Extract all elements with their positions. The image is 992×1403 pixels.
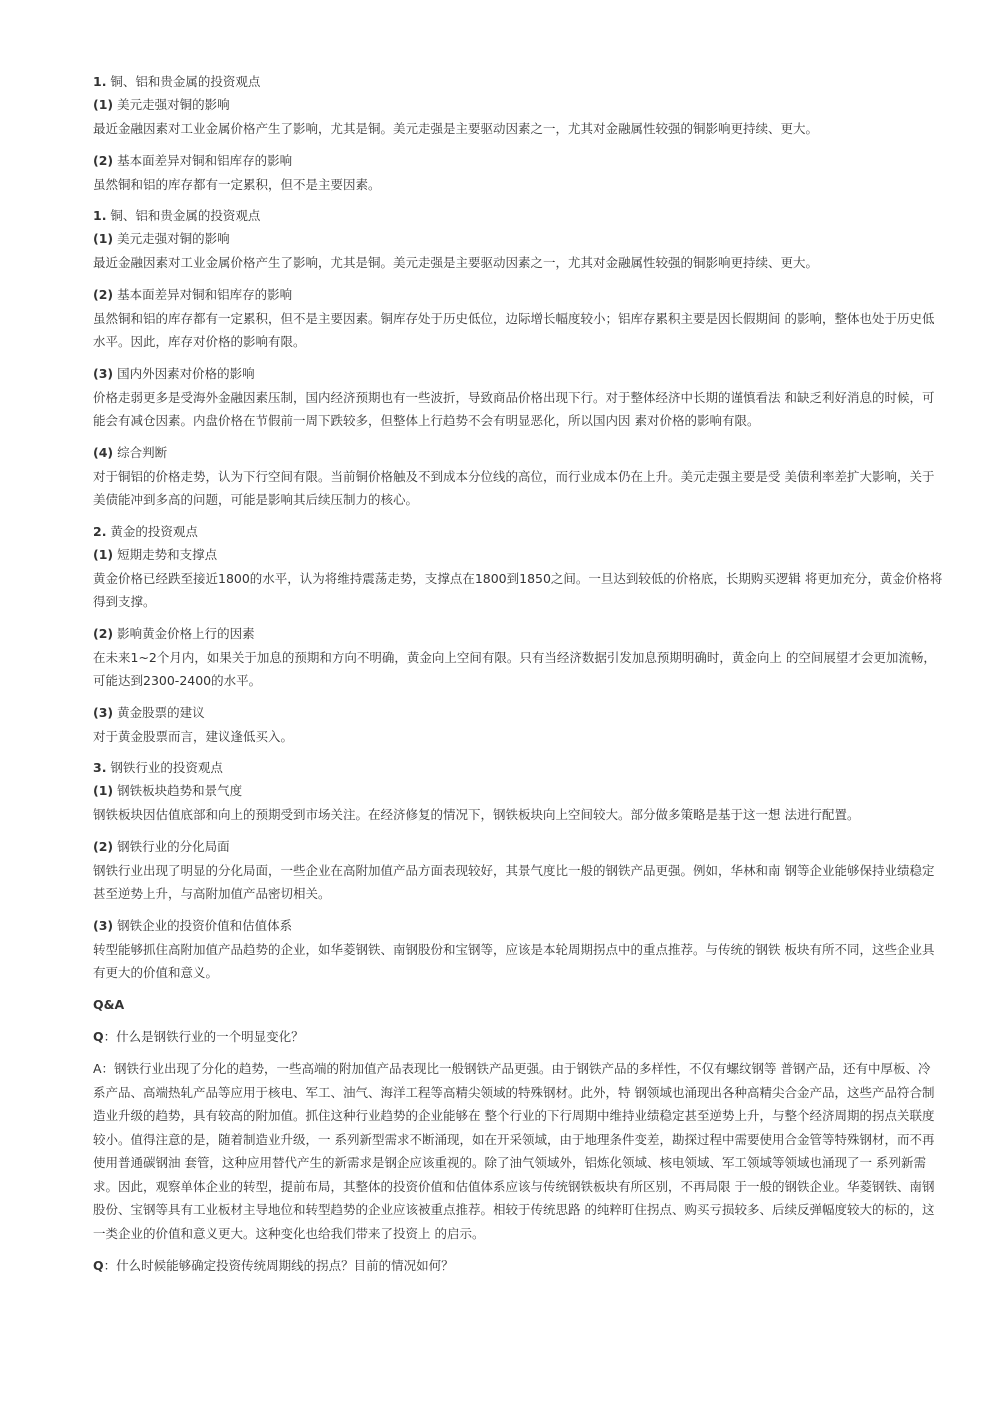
paragraph: 钢铁板块因估值底部和向上的预期受到市场关注。在经济修复的情况下，钢铁板块向上空间较大。部分做多策略是基于这一想 法进行配置。: [93, 807, 860, 822]
heading-number: (1): [93, 231, 114, 246]
heading-number: (1): [93, 546, 114, 562]
heading-number: (2): [93, 625, 114, 641]
subsection-1-1: [93, 93, 943, 141]
subsection-1-2-repeat: [93, 283, 943, 354]
subsection-heading: [93, 701, 943, 725]
qa-question: [93, 1025, 943, 1049]
section-heading: [93, 70, 943, 93]
section-3: [93, 756, 943, 779]
question-text: ：什么时候能够确定投资传统周期线的拐点？目前的情况如何？: [103, 1258, 454, 1273]
subsection-1-4: [93, 441, 943, 512]
subsection-heading: [93, 543, 943, 567]
subsection-1-1-repeat: [93, 227, 943, 275]
subsection-3-1: [93, 779, 943, 827]
heading-number: 1.: [93, 208, 107, 223]
subsection-heading: [93, 779, 943, 803]
heading-text: 黄金的投资观点: [106, 523, 198, 539]
qa-answer: [93, 1057, 943, 1245]
paragraph: 黄金价格已经跌至接近1800的水平，认为将维持震荡走势，支撑点在1800到1850之间。一旦达到较低的价格底，长期购买逻辑 将更加充分，黄金价格将得到支撑。: [93, 570, 943, 609]
qa-title: Q&A: [93, 996, 125, 1012]
question-label: Q: [93, 1258, 104, 1273]
paragraph: 虽然铜和铝的库存都有一定累积，但不是主要因素。铜库存处于历史低位，边际增长幅度较小；铝库存累积主要是因长假期间 的影响，整体也处于历史低水平。因此，库存对价格的影响有限。: [93, 310, 935, 349]
heading-number: (3): [93, 704, 114, 720]
section-1-repeat: [93, 204, 943, 227]
question-text: ：什么是钢铁行业的一个明显变化？: [103, 1028, 304, 1044]
heading-text: 黄金股票的建议: [113, 704, 205, 720]
subsection-heading: [93, 362, 943, 386]
paragraph: 对于铜铝的价格走势，认为下行空间有限。当前铜价格触及不到成本分位线的高位，而行业成本仍在上升。美元走强主要是受 美债利率差扩大影响，关于美债能冲到多高的问题，可能是影响其后续压制力的核心。: [93, 468, 935, 507]
heading-text: 钢铁企业的投资价值和估值体系: [113, 917, 293, 933]
heading-text: 钢铁板块趋势和景气度: [113, 783, 243, 798]
subsection-heading: [93, 93, 943, 117]
subsection-heading: [93, 283, 943, 307]
subsection-1-3: [93, 362, 943, 433]
section-2: [93, 520, 943, 543]
paragraph: 虽然铜和铝的库存都有一定累积，但不是主要因素。: [93, 176, 381, 192]
subsection-3-3: [93, 914, 943, 985]
answer-text: A：钢铁行业出现了分化的趋势，一些高端的附加值产品表现比一般钢铁产品更强。由于钢铁产品的多样性，不仅有螺纹钢等 普钢产品，还有中厚板、冷系产品、高端热轧产品等应用于核电、军工、油气、海洋工程等高精尖领域的特殊钢材。此外，特 钢领域也涌现出各种高精尖合金产品，这些产品符合制造业升级的趋势，具有较高的附加值。抓住这种行业趋势的企业能够在 整个行业的下行周期中维持业绩稳定甚至逆势上升，与整个经济周期的拐点关联度较小。值得注意的是，随着制造业升级，一 系列新型需求不断涌现，如在开采领域，由于地理条件变差，勘探过程中需要使用合金管等特殊钢材，而不再使用普通碳钢油 套管，这种应用替代产生的新需求是钢企应该重视的。除了油气领域外，铝炼化领域、核电领域、军工领域等领域也涌现了一 系列新需求。因此，观察单体企业的转型，提前布局，其整体的投资价值和估值体系应该与传统钢铁板块有所区别，不再局限 于一般的钢铁企业。华菱钢铁、南钢股份、宝钢等具有工业板材主导地位和转型趋势的企业应该被重点推荐。相较于传统思路 的纯粹盯住拐点、购买亏损较多、后续反弹幅度较大的标的，这一类企业的价值和意义更大。这种变化也给我们带来了投资上 的启示。: [93, 1061, 935, 1241]
subsection-heading: [93, 914, 943, 938]
heading-number: (3): [93, 917, 114, 933]
heading-number: 1.: [93, 74, 107, 89]
paragraph: 在未来1~2个月内，如果关于加息的预期和方向不明确，黄金向上空间有限。只有当经济数据引发加息预期明确时，黄金向上 的空间展望才会更加流畅，可能达到2300-2400的水平。: [93, 649, 936, 688]
section-heading: [93, 204, 943, 227]
heading-text: 影响黄金价格上行的因素: [113, 625, 255, 641]
section-1: [93, 70, 943, 93]
subsection-2-1: [93, 543, 943, 614]
heading-number: (2): [93, 152, 114, 168]
subsection-heading: [93, 441, 943, 465]
paragraph: 价格走弱更多是受海外金融因素压制，国内经济预期也有一些波折，导致商品价格出现下行。对于整体经济中长期的谨慎看法 和缺乏利好消息的时候，可能会有减仓因素。内盘价格在节假前一周下跌较多，但整体上行趋势不会有明显恶化，所以国内因 素对价格的影响有限。: [93, 389, 935, 428]
subsection-1-2: [93, 149, 943, 197]
subsection-heading: [93, 835, 943, 859]
subsection-heading: [93, 227, 943, 251]
heading-number: (4): [93, 444, 114, 460]
subsection-heading: [93, 149, 943, 173]
heading-number: (2): [93, 286, 114, 302]
heading-text: 钢铁行业的分化局面: [113, 838, 230, 854]
question-label: Q: [93, 1028, 104, 1044]
heading-text: 综合判断: [113, 444, 168, 460]
heading-text: 基本面差异对铜和铝库存的影响: [113, 152, 293, 168]
paragraph: 对于黄金股票而言，建议逢低买入。: [93, 728, 294, 744]
section-heading: [93, 520, 943, 543]
section-heading: [93, 756, 943, 779]
heading-text: 铜、铝和贵金属的投资观点: [106, 208, 261, 223]
heading-number: (1): [93, 783, 114, 798]
heading-number: 2.: [93, 523, 107, 539]
subsection-heading: [93, 622, 943, 646]
paragraph: 最近金融因素对工业金属价格产生了影响，尤其是铜。美元走强是主要驱动因素之一，尤其对金融属性较强的铜影响更持续、更大。: [93, 255, 819, 270]
heading-number: (3): [93, 365, 114, 381]
paragraph: 钢铁行业出现了明显的分化局面，一些企业在高附加值产品方面表现较好，其景气度比一般的钢铁产品更强。例如，华林和南 钢等企业能够保持业绩稳定甚至逆势上升，与高附加值产品密切相关。: [93, 862, 935, 901]
heading-number: (1): [93, 97, 114, 112]
heading-text: 铜、铝和贵金属的投资观点: [106, 74, 261, 89]
qa-question: [93, 1254, 943, 1278]
heading-text: 美元走强对铜的影响: [113, 231, 230, 246]
heading-number: 3.: [93, 760, 107, 775]
paragraph: 最近金融因素对工业金属价格产生了影响，尤其是铜。美元走强是主要驱动因素之一，尤其对金融属性较强的铜影响更持续、更大。: [93, 121, 819, 136]
subsection-3-2: [93, 835, 943, 906]
subsection-2-2: [93, 622, 943, 693]
paragraph: 转型能够抓住高附加值产品趋势的企业，如华菱钢铁、南钢股份和宝钢等，应该是本轮周期拐点中的重点推荐。与传统的钢铁 板块有所不同，这些企业具有更大的价值和意义。: [93, 941, 935, 980]
heading-text: 钢铁行业的投资观点: [106, 760, 223, 775]
heading-text: 短期走势和支撑点: [113, 546, 218, 562]
heading-number: (2): [93, 838, 114, 854]
heading-text: 基本面差异对铜和铝库存的影响: [113, 286, 293, 302]
heading-text: 国内外因素对价格的影响: [113, 365, 255, 381]
document-body: [93, 70, 943, 1287]
subsection-2-3: [93, 701, 943, 749]
heading-text: 美元走强对铜的影响: [113, 97, 230, 112]
